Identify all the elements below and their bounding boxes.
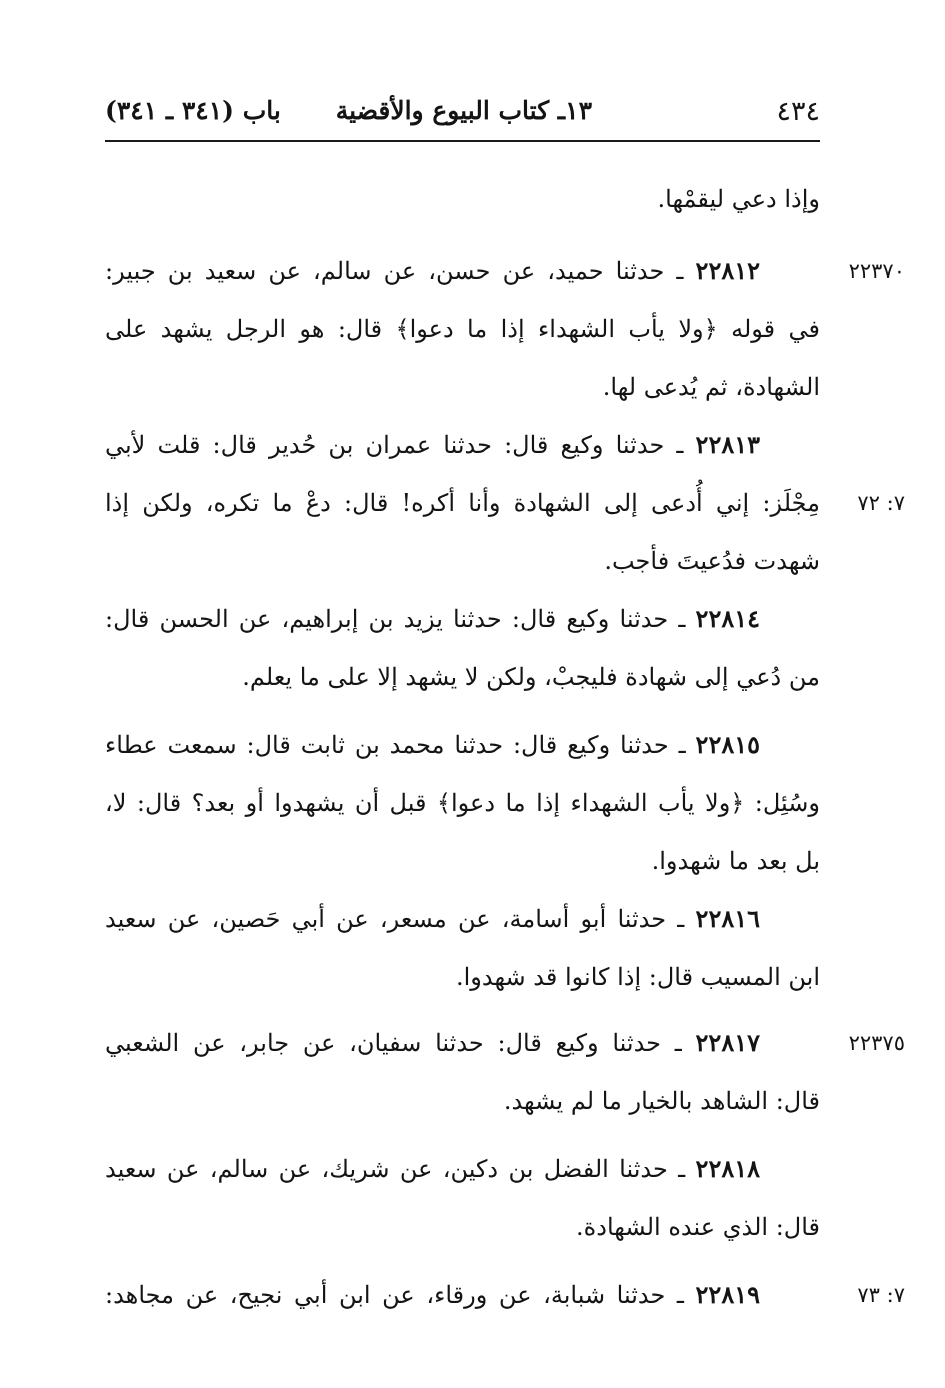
page-number: ٤٣٤ <box>776 96 820 127</box>
entry-number: ٢٢٨١٩ <box>695 1280 760 1309</box>
entry-number: ٢٢٨١٨ <box>695 1154 760 1183</box>
margin-reference: ٢٢٣٧٠ <box>848 259 905 283</box>
text-line: ٢٢٨١٧ ـ حدثنا وكيع قال: حدثنا سفيان، عن جابر، عن الشعبي <box>105 1028 760 1057</box>
hadith-entry <box>105 1140 820 1256</box>
text-line: ٢٢٨١٤ ـ حدثنا وكيع قال: حدثنا يزيد بن إبراهيم، عن الحسن قال: <box>105 604 760 633</box>
text-line: في قوله ﴿ولا يأب الشهداء إذا ما دعوا﴾ قال: هو الرجل يشهد على <box>105 315 820 343</box>
entry-number: ٢٢٨١٧ <box>695 1028 760 1057</box>
hadith-entry <box>105 716 820 890</box>
text-line: مِجْلَز: إني أُدعى إلى الشهادة وأنا أكره! قال: دعْ ما تكره، ولكن إذا <box>105 489 820 517</box>
margin-reference: ٧: ٧٢ <box>857 491 905 515</box>
text-line: وإذا دعي ليقمْها. <box>657 185 820 213</box>
text-line: ٢٢٨١٦ ـ حدثنا أبو أسامة، عن مسعر، عن أبي حَصين، عن سعيد <box>105 904 760 933</box>
hadith-entry <box>105 416 820 590</box>
entry-number: ٢٢٨١٦ <box>695 904 760 933</box>
text-line: ٢٢٨١٢ ـ حدثنا حميد، عن حسن، عن سالم، عن سعيد بن جبير: <box>105 256 760 285</box>
entry-number: ٢٢٨١٢ <box>695 256 760 285</box>
text-line: ٢٢٨١٨ ـ حدثنا الفضل بن دكين، عن شريك، عن سالم، عن سعيد <box>105 1154 760 1183</box>
text-line: الشهادة، ثم يُدعى لها. <box>602 373 820 401</box>
hadith-entry <box>105 1014 820 1130</box>
entry-number: ٢٢٨١٣ <box>695 430 760 459</box>
text-line: بل بعد ما شهدوا. <box>651 847 820 875</box>
text-line: ٢٢٨١٥ ـ حدثنا وكيع قال: حدثنا محمد بن ثابت قال: سمعت عطاء <box>105 730 760 759</box>
continuation-text <box>105 170 820 228</box>
hadith-entry <box>105 890 820 1006</box>
margin-reference: ٧: ٧٣ <box>857 1283 905 1307</box>
text-line: وسُئِل: ﴿ولا يأب الشهداء إذا ما دعوا﴾ قبل أن يشهدوا أو بعد؟ قال: لا، <box>105 789 820 817</box>
hadith-entry <box>105 590 820 706</box>
text-line: ٢٢٨١٩ ـ حدثنا شبابة، عن ورقاء، عن ابن أبي نجيح، عن مجاهد: <box>105 1280 760 1309</box>
book-title: ١٣ـ كتاب البيوع والأقضية <box>335 96 592 125</box>
chapter-reference: باب (٣٤١ ـ ٣٤١) <box>105 96 281 125</box>
hadith-entry <box>105 1266 820 1324</box>
text-line: من دُعي إلى شهادة فليجبْ، ولكن لا يشهد إلا على ما يعلم. <box>242 663 820 691</box>
text-line: شهدت فدُعيتَ فأجب. <box>604 547 820 575</box>
text-line: قال: الذي عنده الشهادة. <box>576 1213 820 1241</box>
hadith-entry <box>105 242 820 416</box>
text-line: ٢٢٨١٣ ـ حدثنا وكيع قال: حدثنا عمران بن حُدير قال: قلت لأبي <box>105 430 760 459</box>
entry-number: ٢٢٨١٤ <box>695 604 760 633</box>
entry-number: ٢٢٨١٥ <box>695 730 760 759</box>
text-line: قال: الشاهد بالخيار ما لم يشهد. <box>503 1087 820 1115</box>
text-line: ابن المسيب قال: إذا كانوا قد شهدوا. <box>455 963 820 991</box>
margin-reference: ٢٢٣٧٥ <box>848 1031 905 1055</box>
page-header <box>105 88 820 142</box>
